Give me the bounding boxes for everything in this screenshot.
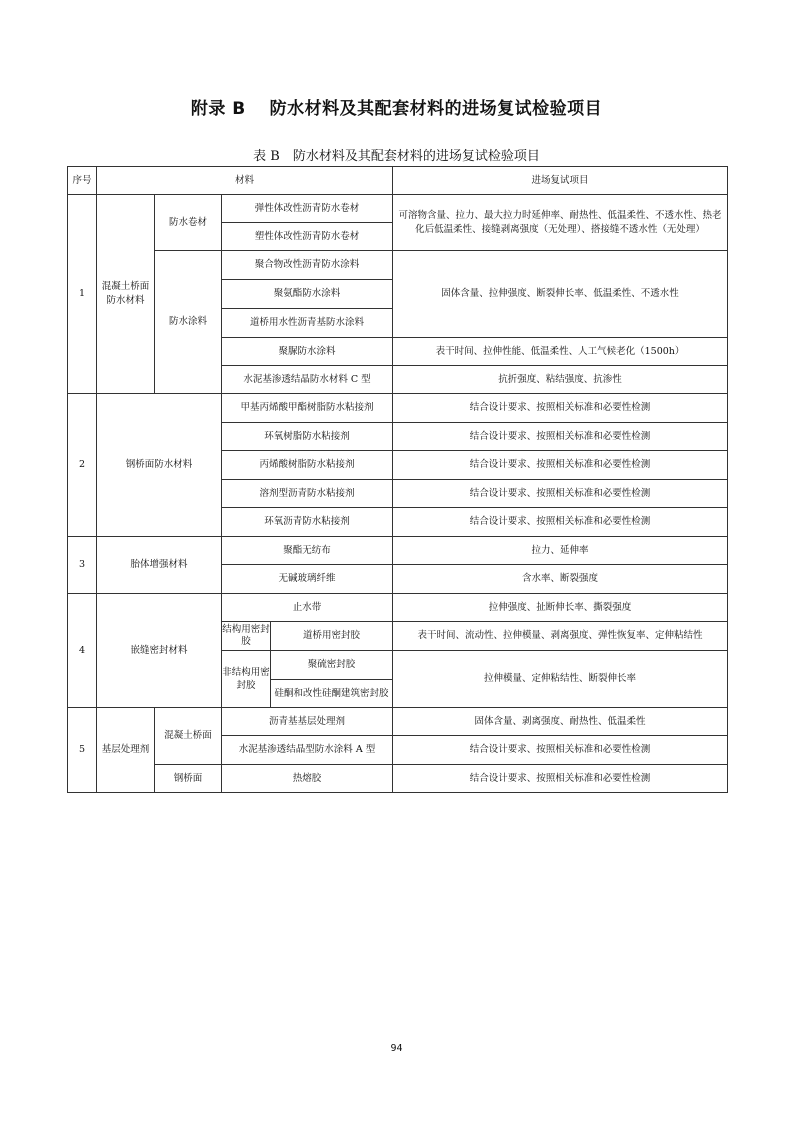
group-name: 基层处理剂: [97, 708, 155, 793]
material-cell: 丙烯酸树脂防水粘接剂: [222, 451, 393, 480]
material-cell: 塑性体改性沥青防水卷材: [222, 223, 393, 251]
tests-cell: 拉力、延伸率: [393, 537, 728, 565]
subcategory: 钢桥面: [155, 765, 222, 793]
material-cell: 止水带: [222, 594, 393, 622]
tests-cell: 表干时间、拉伸性能、低温柔性、人工气候老化（1500h）: [393, 338, 728, 366]
material-cell: 沥青基基层处理剂: [222, 708, 393, 736]
tests-cell: 含水率、断裂强度: [393, 565, 728, 594]
table-row: [68, 537, 728, 565]
page-number: 94: [390, 1043, 403, 1054]
retest-items-table: [67, 166, 728, 793]
table-row: [68, 251, 728, 280]
table-row: [68, 394, 728, 423]
material-cell: 甲基丙烯酸甲酯树脂防水粘接剂: [222, 394, 393, 423]
table-row: [68, 195, 728, 223]
group-no: 2: [68, 394, 97, 537]
tests-cell: 拉伸强度、扯断伸长率、撕裂强度: [393, 594, 728, 622]
tests-cell: 表干时间、流动性、拉伸模量、剥离强度、弹性恢复率、定伸粘结性: [393, 622, 728, 651]
tests-cell: 拉伸模量、定伸粘结性、断裂伸长率: [393, 651, 728, 708]
material-cell: 道桥用水性沥青基防水涂料: [222, 309, 393, 338]
subcategory: 防水卷材: [155, 195, 222, 251]
appendix-title: 附录 B 防水材料及其配套材料的进场复试检验项目: [190, 99, 603, 119]
header-material: 材料: [97, 167, 393, 195]
group-name: 钢桥面防水材料: [97, 394, 222, 537]
material-cell: 无碱玻璃纤维: [222, 565, 393, 594]
material-cell: 弹性体改性沥青防水卷材: [222, 195, 393, 223]
group-no: 4: [68, 594, 97, 708]
group-name: 混凝土桥面防水材料: [97, 195, 155, 394]
material-cell: 聚脲防水涂料: [222, 338, 393, 366]
group-name: 胎体增强材料: [97, 537, 222, 594]
table-caption: 表 B 防水材料及其配套材料的进场复试检验项目: [253, 149, 540, 164]
material-cell: 水泥基渗透结晶型防水涂料 A 型: [222, 736, 393, 765]
group-name: 嵌缝密封材料: [97, 594, 222, 708]
tests-cell: 结合设计要求、按照相关标准和必要性检测: [393, 423, 728, 451]
tests-cell: 结合设计要求、按照相关标准和必要性检测: [393, 508, 728, 537]
material-cell: [222, 651, 393, 708]
header-no: 序号: [68, 167, 97, 195]
material-cell: 聚硫密封胶: [271, 651, 392, 680]
group-no: 5: [68, 708, 97, 793]
material-cell: 溶剂型沥青防水粘接剂: [222, 480, 393, 508]
material-cell: [222, 622, 393, 651]
material-cell: 环氧树脂防水粘接剂: [222, 423, 393, 451]
table-row: [68, 765, 728, 793]
subcategory: 防水涂料: [155, 251, 222, 394]
material-cell: 环氧沥青防水粘接剂: [222, 508, 393, 537]
tests-cell: 固体含量、拉伸强度、断裂伸长率、低温柔性、不透水性: [393, 251, 728, 338]
tests-cell: 抗折强度、粘结强度、抗渗性: [393, 366, 728, 394]
tests-cell: 结合设计要求、按照相关标准和必要性检测: [393, 394, 728, 423]
table-header-row: [68, 167, 728, 195]
material-cell: 道桥用密封胶: [303, 630, 361, 641]
tests-cell: 结合设计要求、按照相关标准和必要性检测: [393, 736, 728, 765]
material-cell: 聚合物改性沥青防水涂料: [222, 251, 393, 280]
material-cell: 水泥基渗透结晶防水材料 C 型: [222, 366, 393, 394]
table-row: [68, 594, 728, 622]
material-cell: 聚酯无纺布: [222, 537, 393, 565]
group-no: 1: [68, 195, 97, 394]
header-tests: 进场复试项目: [393, 167, 728, 195]
tests-cell: 结合设计要求、按照相关标准和必要性检测: [393, 765, 728, 793]
subcategory: 非结构用密封胶: [222, 651, 271, 707]
tests-cell: 结合设计要求、按照相关标准和必要性检测: [393, 451, 728, 480]
material-cell: 硅酮和改性硅酮建筑密封胶: [274, 687, 389, 699]
tests-cell: 固体含量、剥离强度、耐热性、低温柔性: [393, 708, 728, 736]
tests-cell: 可溶物含量、拉力、最大拉力时延伸率、耐热性、低温柔性、不透水性、热老化后低温柔性、接缝剥离强度（无处理）、搭接缝不透水性（无处理）: [393, 195, 728, 251]
material-cell: 热熔胶: [222, 765, 393, 793]
table-row: [68, 708, 728, 736]
material-cell: 聚氨酯防水涂料: [222, 280, 393, 309]
subcategory: 结构用密封胶: [222, 622, 271, 650]
group-no: 3: [68, 537, 97, 594]
subcategory: 混凝土桥面: [155, 708, 222, 765]
tests-cell: 结合设计要求、按照相关标准和必要性检测: [393, 480, 728, 508]
